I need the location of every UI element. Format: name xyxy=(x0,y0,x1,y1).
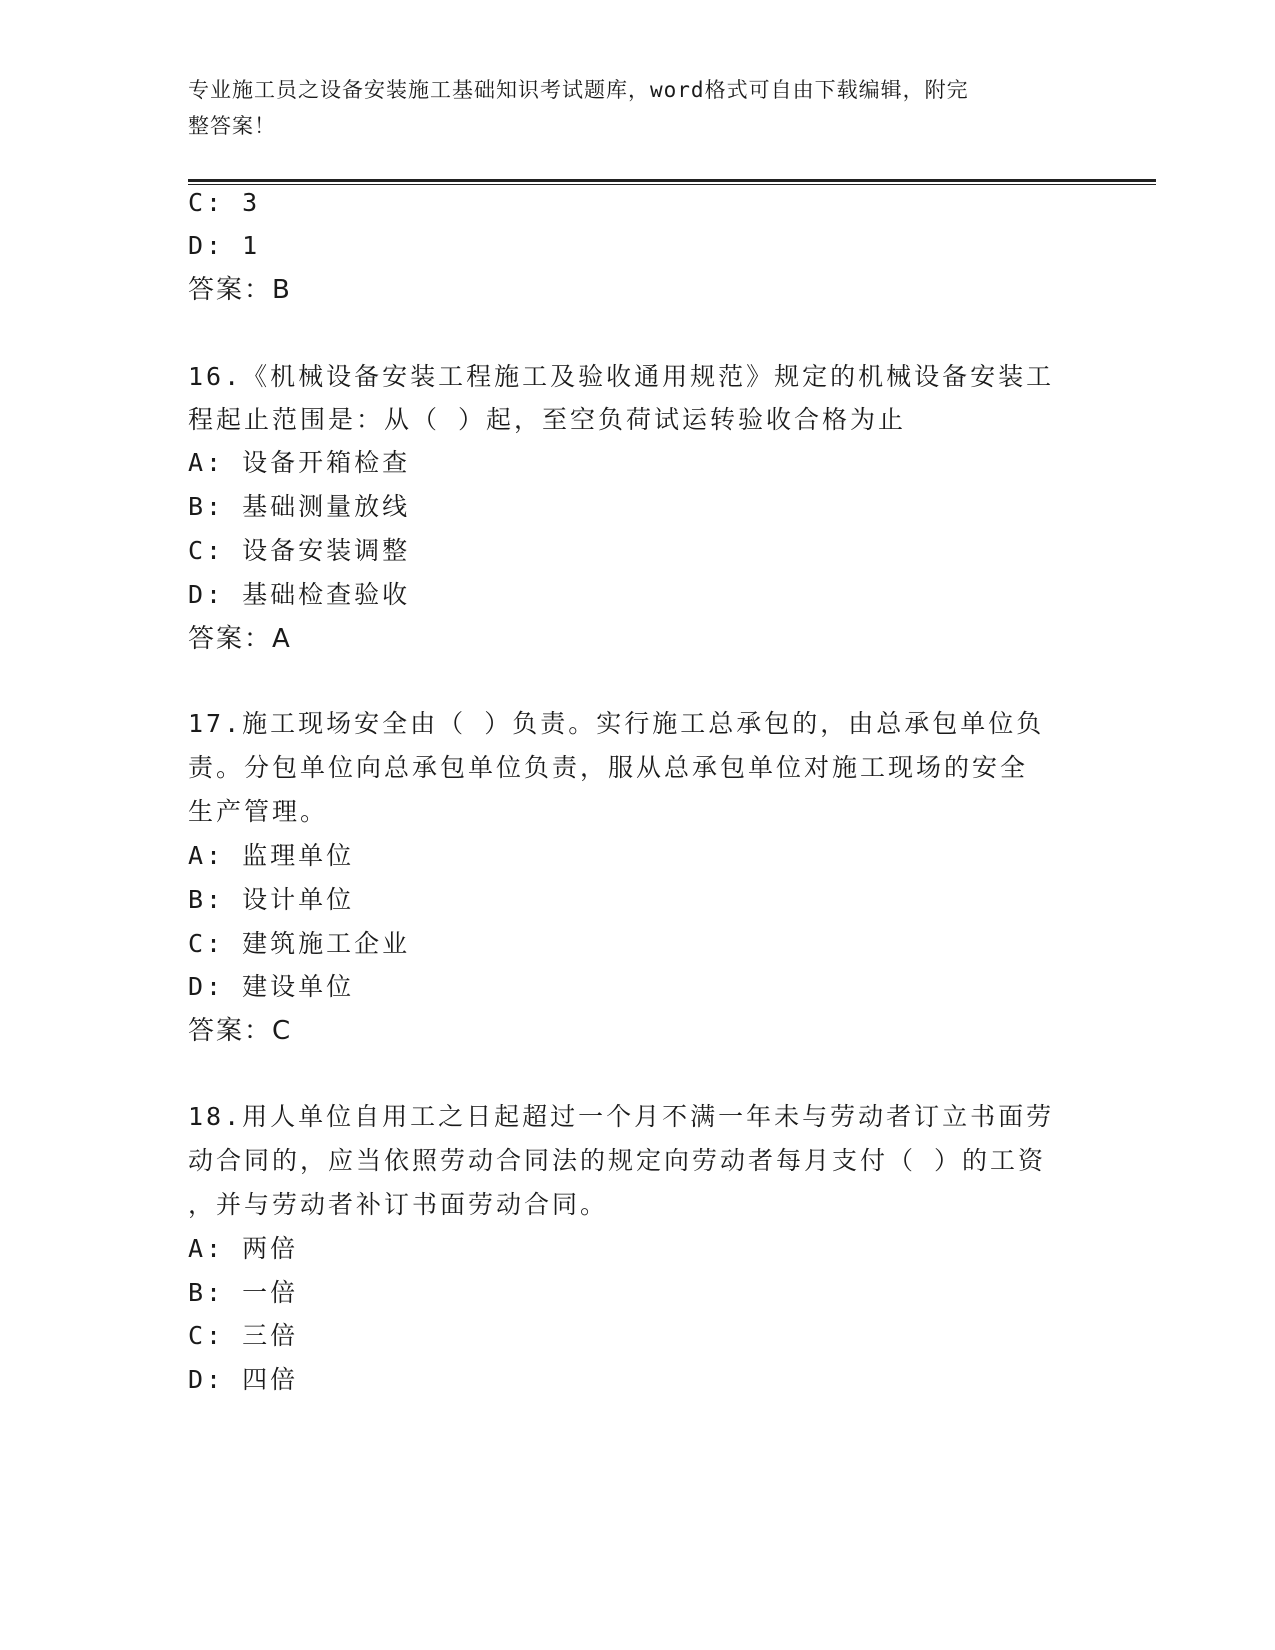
q16-stem-line-1: 16.《机械设备安装工程施工及验收通用规范》规定的机械设备安装工 xyxy=(188,362,1055,391)
q17-option-b: B: 设计单位 xyxy=(188,885,355,914)
q16-option-a: A: 设备开箱检查 xyxy=(188,448,411,477)
q18-stem-line-2: 动合同的，应当依照劳动合同法的规定向劳动者每月支付（ ）的工资 xyxy=(188,1146,1047,1175)
q17-option-c: C: 建筑施工企业 xyxy=(188,929,411,958)
q17-answer: 答案：C xyxy=(188,1016,293,1046)
q18-option-a: A: 两倍 xyxy=(188,1234,299,1263)
q18-option-d: D: 四倍 xyxy=(188,1365,299,1394)
q18-stem-line-3: ，并与劳动者补订书面劳动合同。 xyxy=(188,1190,609,1219)
q17-stem-line-2: 责。分包单位向总承包单位负责，服从总承包单位对施工现场的安全 xyxy=(188,753,1029,782)
prev-option-d: D: 1 xyxy=(188,231,261,260)
q18-stem-line-1: 18.用人单位自用工之日起超过一个月不满一年未与劳动者订立书面劳 xyxy=(188,1102,1055,1131)
q16-option-b: B: 基础测量放线 xyxy=(188,492,411,521)
q18-option-b: B: 一倍 xyxy=(188,1278,299,1307)
q17-stem-line-3: 生产管理。 xyxy=(188,797,329,826)
document-header xyxy=(188,72,1088,144)
q17-option-d: D: 建设单位 xyxy=(188,972,355,1001)
q16-option-d: D: 基础检查验收 xyxy=(188,580,411,609)
q18-option-c: C: 三倍 xyxy=(188,1321,299,1350)
header-divider-thin xyxy=(188,184,1156,185)
q16-answer: 答案：A xyxy=(188,624,292,654)
header-line-2: 整答案！ xyxy=(188,114,276,138)
q17-stem-line-1: 17.施工现场安全由（ ）负责。实行施工总承包的，由总承包单位负 xyxy=(188,709,1045,738)
header-divider-thick xyxy=(188,179,1156,182)
prev-answer: 答案：B xyxy=(188,275,292,305)
header-line-1: 专业施工员之设备安装施工基础知识考试题库，word格式可自由下载编辑，附完 xyxy=(188,78,969,102)
q16-option-c: C: 设备安装调整 xyxy=(188,536,411,565)
prev-option-c: C: 3 xyxy=(188,188,261,217)
q16-stem-line-2: 程起止范围是：从（ ）起，至空负荷试运转验收合格为止 xyxy=(188,405,907,434)
q17-option-a: A: 监理单位 xyxy=(188,841,355,870)
